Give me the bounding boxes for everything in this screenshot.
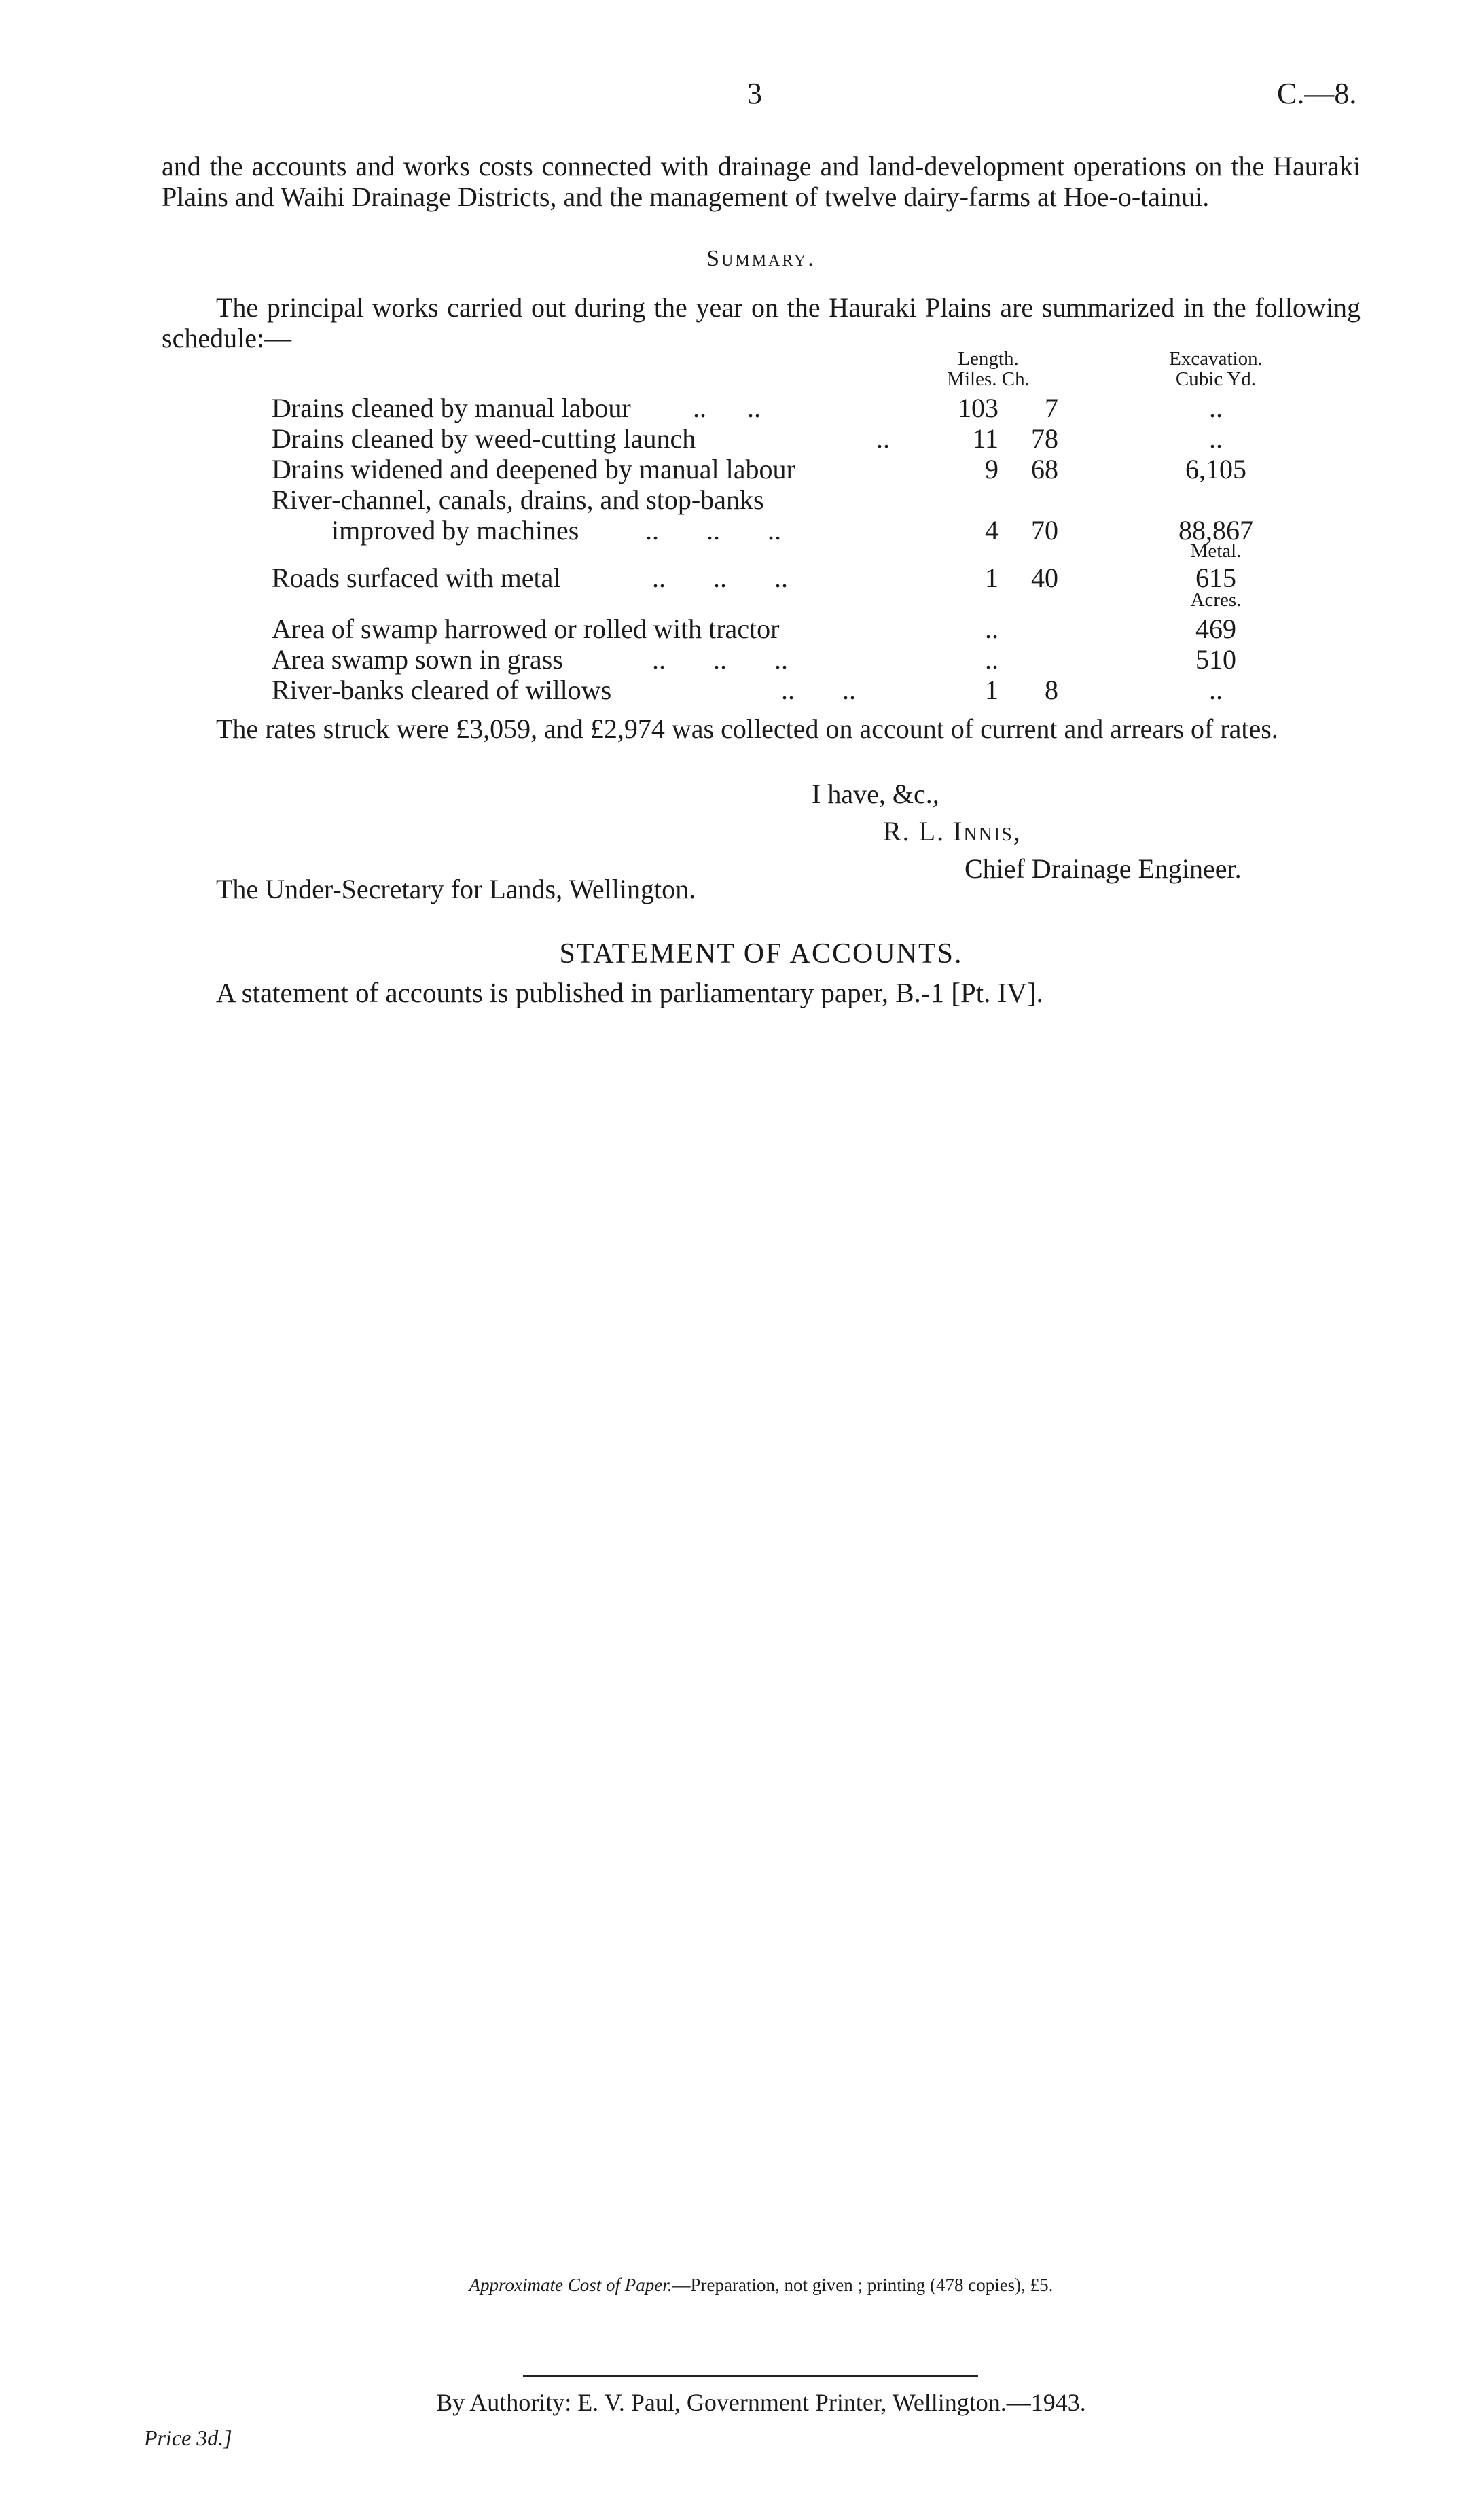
- row-chains: 8: [1045, 675, 1058, 705]
- row-miles: 1: [985, 563, 998, 593]
- table-row: [272, 643, 1291, 674]
- table-row: [272, 484, 1291, 514]
- row-miles: ..: [985, 644, 998, 675]
- table-row: [272, 453, 1291, 484]
- addressee: The Under-Secretary for Lands, Wellington.: [216, 874, 696, 904]
- row-miles: 4: [985, 515, 998, 546]
- row-leader-dots: ..: [876, 423, 890, 454]
- metal-unit-label: Metal.: [1190, 540, 1242, 562]
- row-excavation: 6,105: [1185, 454, 1246, 484]
- intro-paragraph: and the accounts and works costs connected with drainage and land-development operations on the Hauraki Plains and Waihi Drainage Districts, and the management of twelve dairy-farms at Hoe-o-tainui.: [162, 151, 1361, 212]
- cost-of-paper-note: [162, 2275, 1361, 2296]
- row-leader-dots: .. .. ..: [652, 644, 788, 675]
- row-miles: 1: [985, 675, 998, 705]
- row-miles: 9: [985, 454, 998, 484]
- table-row: [272, 674, 1291, 705]
- row-chains: 78: [1031, 423, 1058, 454]
- row-label: Drains widened and deepened by manual labour: [272, 454, 795, 484]
- row-leader-dots: .. ..: [781, 675, 856, 705]
- table-row: [272, 562, 1291, 592]
- row-excavation: 615: [1195, 563, 1236, 593]
- cubic-yards-header: Cubic Yd.: [1175, 368, 1257, 390]
- row-chains: 7: [1045, 393, 1058, 423]
- row-chains: 68: [1031, 454, 1058, 484]
- document-code: C.—8.: [1277, 77, 1357, 110]
- cost-label: Approximate Cost of Paper.: [469, 2275, 672, 2295]
- rates-paragraph: The rates struck were £3,059, and £2,974 was collected on account of current and arrears of rates.: [216, 713, 1278, 744]
- price-note: Price 3d.]: [144, 2426, 232, 2450]
- table-row: [272, 423, 1291, 453]
- statement-heading: STATEMENT OF ACCOUNTS.: [559, 938, 963, 970]
- miles-chains-header: Miles. Ch.: [947, 368, 1030, 390]
- signoff-name: R. L. Innis,: [883, 816, 1022, 847]
- summary-heading: Summary.: [706, 246, 816, 271]
- statement-text: A statement of accounts is published in parliamentary paper, B.-1 [Pt. IV].: [216, 977, 1043, 1008]
- row-excavation: ..: [1209, 393, 1223, 423]
- row-miles: ..: [985, 614, 998, 644]
- row-label: Area of swamp harrowed or rolled with tractor: [272, 614, 780, 644]
- row-excavation: ..: [1209, 423, 1223, 454]
- row-chains: 40: [1031, 563, 1058, 593]
- row-leader-dots: .. .. ..: [645, 515, 781, 546]
- signoff-title: Chief Drainage Engineer.: [965, 853, 1242, 884]
- acres-unit-label: Acres.: [1190, 589, 1242, 611]
- table-row: [272, 392, 1291, 423]
- printer-authority: By Authority: E. V. Paul, Government Printer, Wellington.—1943.: [436, 2389, 1086, 2416]
- summary-text: The principal works carried out during the year on the Hauraki Plains are summarized in the following schedule:—: [162, 292, 1361, 353]
- row-label: Drains cleaned by weed-cutting launch: [272, 423, 696, 454]
- row-label: Drains cleaned by manual labour: [272, 393, 631, 423]
- row-leader-dots: .. .. ..: [652, 563, 788, 593]
- row-label: Roads surfaced with metal: [272, 563, 561, 593]
- row-excavation: 510: [1195, 644, 1236, 675]
- row-label: Area swamp sown in grass: [272, 644, 563, 675]
- length-header: Length.: [958, 348, 1019, 370]
- row-miles: 103: [958, 393, 998, 423]
- row-chains: 70: [1031, 515, 1058, 546]
- table-row: [272, 613, 1291, 643]
- row-excavation: 88,867: [1178, 515, 1253, 546]
- page-number: 3: [747, 77, 762, 110]
- row-label: River-channel, canals, drains, and stop-banks: [272, 484, 764, 515]
- row-leader-dots: .. ..: [693, 393, 761, 423]
- row-label: River-banks cleared of willows: [272, 675, 612, 705]
- footer-divider: [523, 2375, 978, 2377]
- excavation-header: Excavation.: [1169, 348, 1263, 370]
- row-miles: 11: [972, 423, 998, 454]
- cost-text: —Preparation, not given ; printing (478 copies), £5.: [672, 2275, 1054, 2295]
- row-excavation: 469: [1195, 614, 1236, 644]
- row-label: improved by machines: [331, 515, 579, 546]
- signoff-greeting: I have, &c.,: [812, 779, 939, 809]
- row-excavation: ..: [1209, 675, 1223, 705]
